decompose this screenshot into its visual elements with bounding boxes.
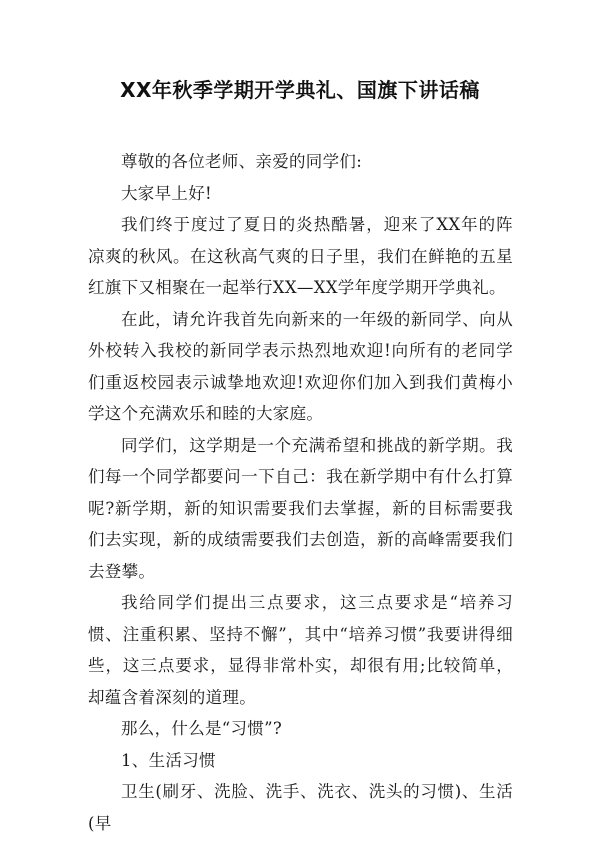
paragraph: 我给同学们提出三点要求，这三点要求是“培养习惯、注重积累、坚持不懈”，其中“培养习惯”我要讲得细些，这三点要求，显得非常朴实，却很有用;比较简单，却蕴含着深刻的道理。 xyxy=(88,593,513,707)
document-body xyxy=(88,146,513,839)
document-title: XX年秋季学期开学典礼、国旗下讲话稿 xyxy=(120,78,480,102)
paragraph-truncated: 卫生(刷牙、洗脸、洗手、洗衣、洗头的习惯)、生活(早 xyxy=(88,782,513,833)
paragraph: 在此，请允许我首先向新来的一年级的新同学、向从外校转入我校的新同学表示热烈地欢迎!向所有的老同学们重返校园表示诚挚地欢迎!欢迎你们加入到我们黄梅小学这个充满欢乐和睦的大家庭。 xyxy=(88,309,513,423)
paragraph: 同学们，这学期是一个充满希望和挑战的新学期。我们每一个同学都要问一下自己：我在新学期中有什么打算呢?新学期，新的知识需要我们去掌握，新的目标需要我们去实现，新的成绩需要我们去创造，新的高峰需要我们去登攀。 xyxy=(88,435,513,581)
paragraph-question: 那么，什么是“习惯”? xyxy=(121,719,283,738)
paragraph-greeting: 大家早上好! xyxy=(121,183,212,203)
section-heading: 1、生活习惯 xyxy=(121,750,216,770)
paragraph: 我们终于度过了夏日的炎热酷暑，迎来了XX年的阵凉爽的秋风。在这秋高气爽的日子里，我们在鲜艳的五星红旗下又相聚在一起举行XX—XX学年度学期开学典礼。 xyxy=(88,215,513,297)
paragraph-salutation: 尊敬的各位老师、亲爱的同学们: xyxy=(121,152,363,171)
